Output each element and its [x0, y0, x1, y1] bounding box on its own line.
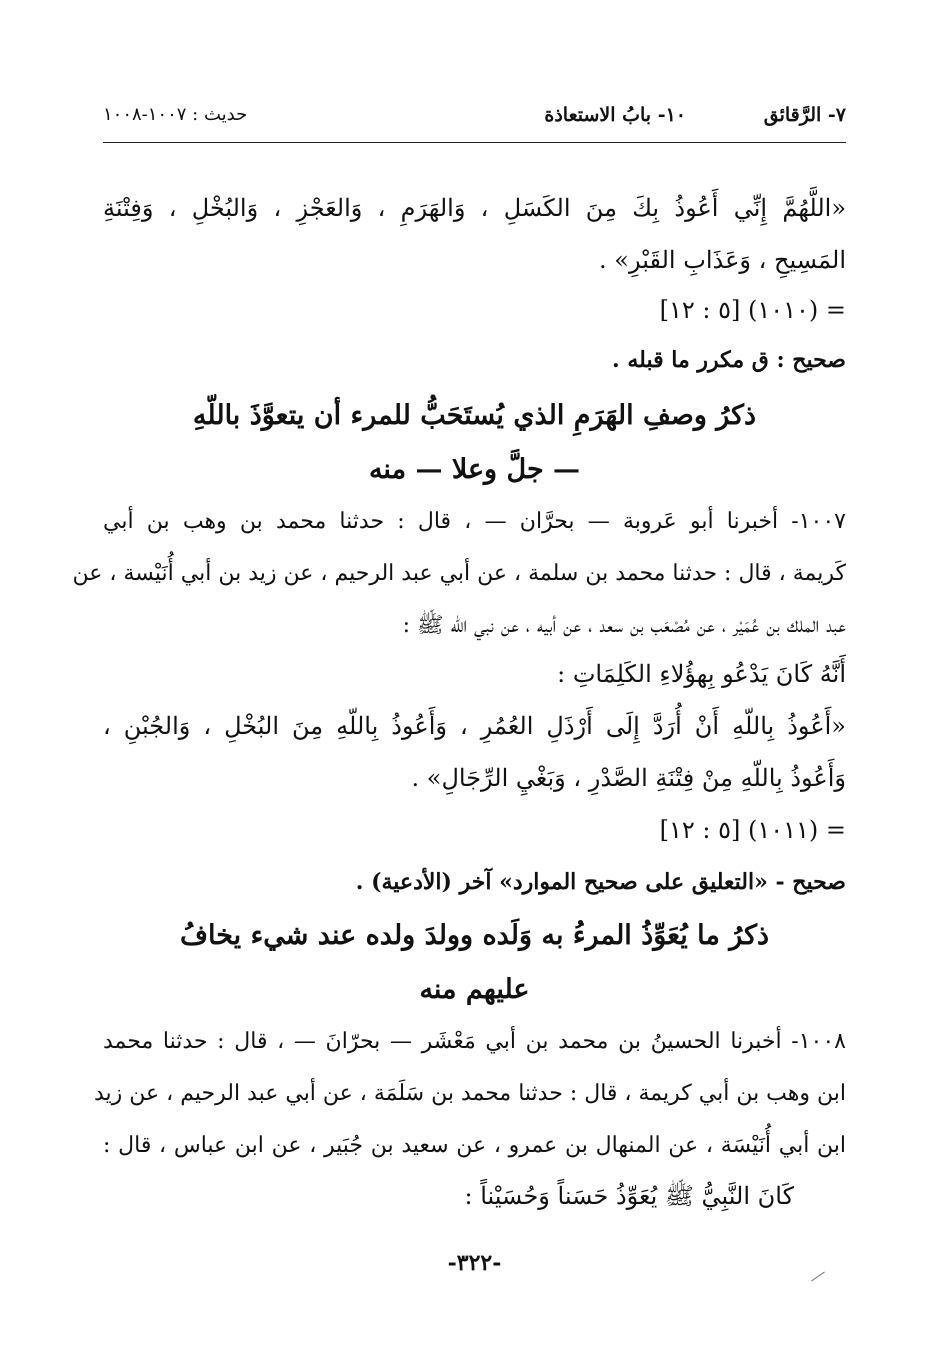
- running-header: [103, 100, 846, 140]
- hadith-range: حديث : ١٠٠٧-١٠٠٨: [103, 104, 248, 125]
- chapter-heading: ذكرُ ما يُعَوِّذُ المرءُ به وَلَده وولدَ ولده عند شيء يخافُ: [180, 920, 769, 951]
- grading-note: صحيح : ق مكرر ما قبله .: [612, 347, 846, 373]
- page-number: -٣٢٢-: [447, 1250, 502, 1276]
- header-rule: [103, 142, 846, 143]
- hadith-text-line: كَانَ النَّبِيُّ ﷺ يُعَوِّذُ حَسَناً وَحُسَيْناً :: [464, 1182, 794, 1210]
- hadith-text-line: أَنَّهُ كَانَ يَدْعُو بِهؤُلاءِ الكَلِمَاتِ :: [557, 660, 846, 688]
- grading-note: صحيح - «التعليق على صحيح الموارد» آخر (الأدعية) .: [355, 869, 846, 895]
- hadith-text-line: «اللَّهُمَّ إِنِّي أَعُوذُ بِكَ مِنَ الكَسَلِ ، وَالهَرَمِ ، وَالعَجْزِ ، وَالبُخْلِ ، وَفِتْنَةِ: [103, 194, 846, 222]
- section-title: ١٠- بابُ الاستعاذة: [544, 104, 686, 126]
- isnad-line: كَريمة ، قال : حدثنا محمد بن سلمة ، عن أبي عبد الرحيم ، عن زيد بن أبي أُنَيْسة ، عن: [72, 561, 846, 586]
- cross-reference: = (١٠١١) [٥ : ١٢]: [659, 816, 846, 844]
- isnad-line: ابن أبي أُنَيْسَة ، عن المنهال بن عمرو ، عن سعيد بن جُبَير ، عن ابن عباس ، قال :: [103, 1133, 846, 1158]
- hadith-text-line: المَسِيحِ ، وَعَذَابِ القَبْرِ» .: [599, 246, 846, 274]
- chapter-heading: ذكرُ وصفِ الهَرَمِ الذي يُستَحَبُّ للمرء أن يتعوَّذَ باللّهِ: [192, 400, 757, 431]
- cross-reference: = (١٠١٠) [٥ : ١٢]: [659, 296, 846, 324]
- chapter-title: ٧- الرَّقائق: [763, 104, 846, 126]
- chapter-heading: عليهم منه: [419, 974, 530, 1005]
- chapter-heading: — جلَّ وعلا — منه: [368, 454, 581, 485]
- isnad-line: عبد الملك بن عُمَيْر ، عن مُصْعَب بن سعد ، عن أبيه ، عن نبي اللّه ﷺ :: [402, 613, 846, 638]
- isnad-line: ١٠٠٨- أخبرنا الحسينُ بن محمد بن أبي مَعْشَر — بحرّانَ — ، قال : حدثنا محمد: [103, 1029, 846, 1054]
- hadith-text-line: «أَعُوذُ بِاللّهِ أَنْ أُرَدَّ إِلَى أَرْذَلِ العُمُرِ ، وَأَعُوذُ بِاللّهِ مِنَ البُخْلِ ، وَالجُبْنِ ،: [103, 712, 846, 740]
- isnad-line: ١٠٠٧- أخبرنا أبو عَروبة — بحرَّان — ، قال : حدثنا محمد بن وهب بن أبي: [103, 509, 846, 534]
- isnad-line: ابن وهب بن أبي كريمة ، قال : حدثنا محمد بن سَلَمَة ، عن أبي عبد الرحيم ، عن زيد: [93, 1081, 846, 1106]
- hadith-text-line: وَأَعُوذُ بِاللّهِ مِنْ فِتْنَةِ الصَّدْرِ ، وَبَغْيِ الرِّجَالِ» .: [411, 764, 846, 792]
